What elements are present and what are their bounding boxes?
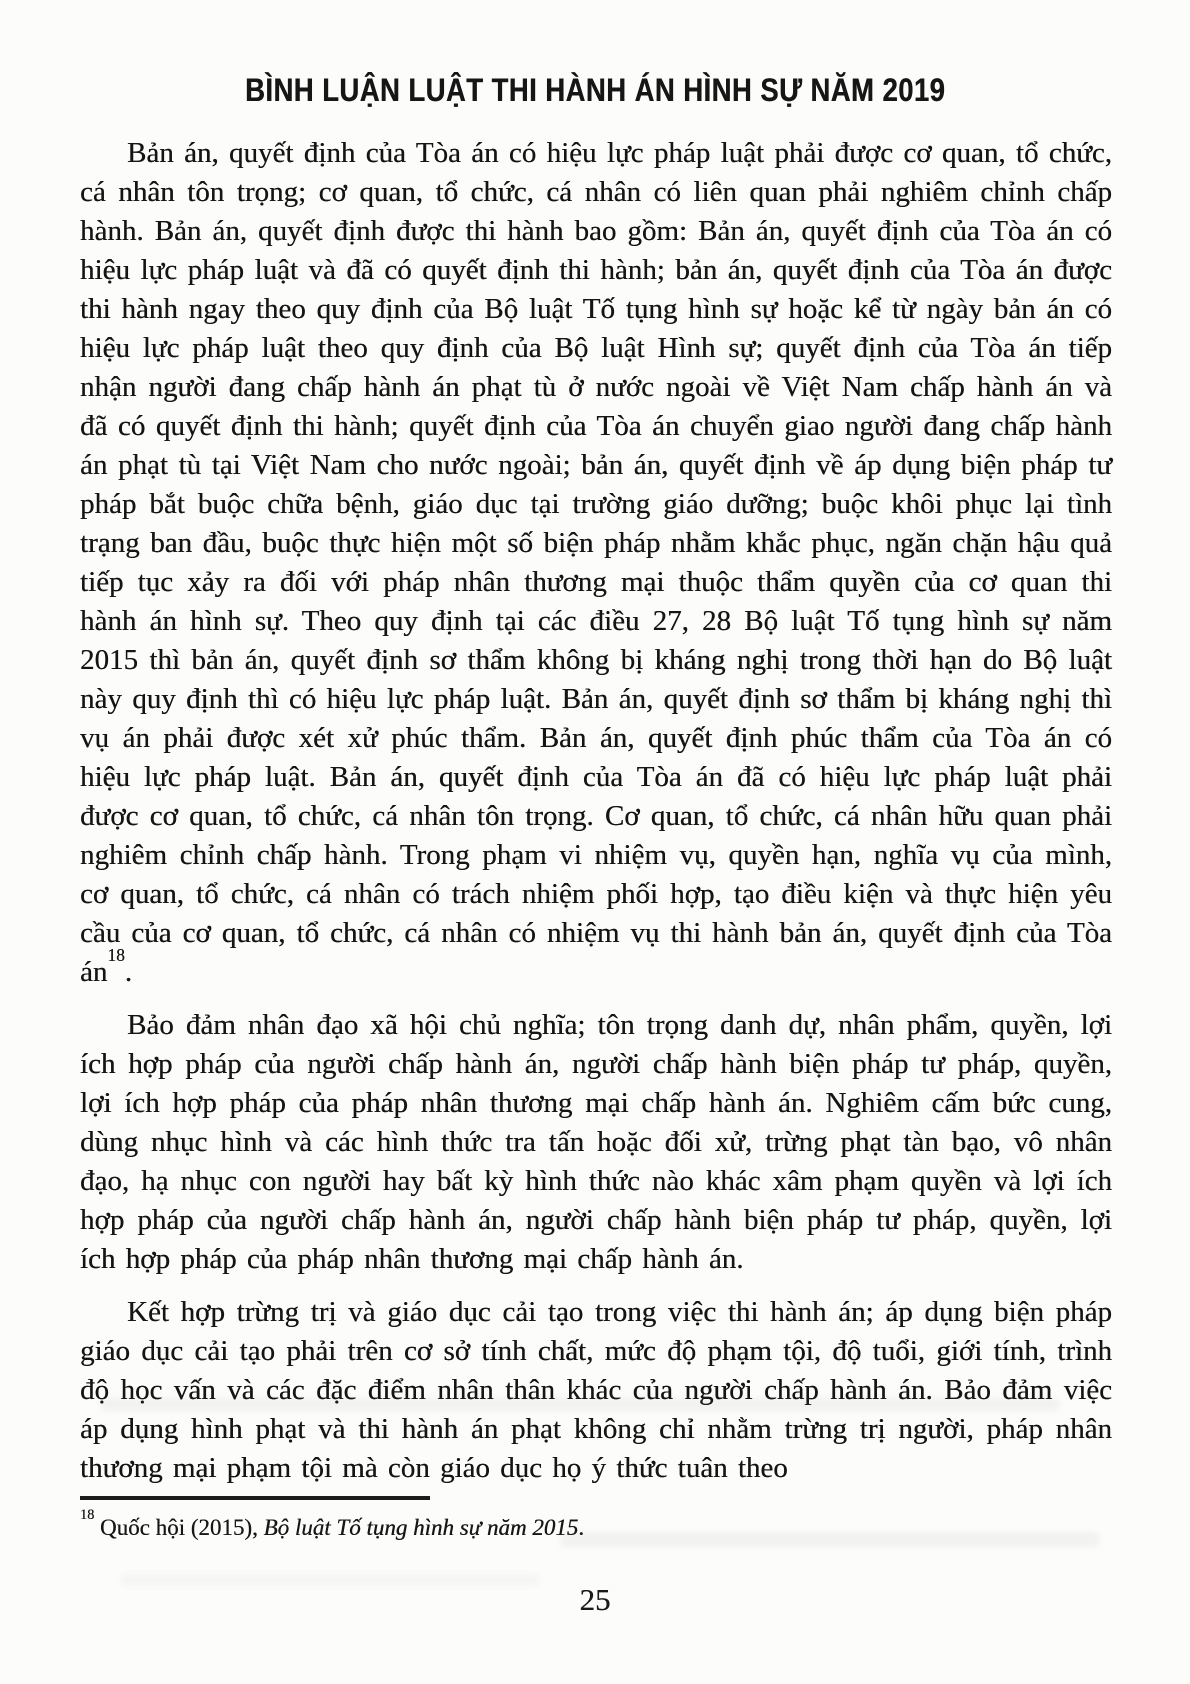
footnote-suffix: .	[578, 1515, 585, 1540]
footnote-reference-18: 18	[107, 944, 125, 965]
paragraph-1-suffix: .	[124, 956, 133, 988]
footnote-work-title: Bộ luật Tố tụng hình sự năm 2015	[263, 1515, 579, 1540]
footnote-area	[80, 1496, 1112, 1543]
paragraph-1-text: Bản án, quyết định của Tòa án có hiệu lực pháp luật phải được cơ quan, tổ chức, cá nhân tôn trọng; cơ quan, tổ chức, cá nhân có liên quan phải nghiêm chỉnh chấp hành. Bản án, quyết định được thi hành bao gồm: Bản án, quyết định của Tòa án có hiệu lực pháp luật và đã có quyết định thi hành; bản án, quyết định của Tòa án được thi hành ngay theo quy định của Bộ luật Tố tụng hình sự hoặc kể từ ngày bản án có hiệu lực pháp luật theo quy định của Bộ luật Hình sự; quyết định của Tòa án tiếp nhận người đang chấp hành án phạt tù ở nước ngoài về Việt Nam chấp hành án và đã có quyết định thi hành; quyết định của Tòa án chuyển giao người đang chấp hành án phạt tù tại Việt Nam cho nước ngoài; bản án, quyết định về áp dụng biện pháp tư pháp bắt buộc chữa bệnh, giáo dục tại trường giáo dưỡng; buộc khôi phục lại tình trạng ban đầu, buộc thực hiện một số biện pháp nhằm khắc phục, ngăn chặn hậu quả tiếp tục xảy ra đối với pháp nhân thương mại thuộc thẩm quyền của cơ quan thi hành án hình sự. Theo quy định tại các điều 27, 28 Bộ luật Tố tụng hình sự năm 2015 thì bản án, quyết định sơ thẩm không bị kháng nghị trong thời hạn do Bộ luật này quy định thì có hiệu lực pháp luật. Bản án, quyết định sơ thẩm bị kháng nghị thì vụ án phải được xét xử phúc thẩm. Bản án, quyết định phúc thẩm của Tòa án có hiệu lực pháp luật. Bản án, quyết định của Tòa án đã có hiệu lực pháp luật phải được cơ quan, tổ chức, cá nhân tôn trọng. Cơ quan, tổ chức, cá nhân hữu quan phải nghiêm chỉnh chấp hành. Trong phạm vi nhiệm vụ, quyền hạn, nghĩa vụ của mình, cơ quan, tổ chức, cá nhân có trách nhiệm phối hợp, tạo điều kiện và thực hiện yêu cầu của cơ quan, tổ chức, cá nhân có nhiệm vụ thi hành bản án, quyết định của Tòa án	[80, 137, 1112, 988]
body-text	[80, 134, 1112, 1488]
paragraph-2	[80, 1006, 1112, 1279]
page-title: BÌNH LUẬN LUẬT THI HÀNH ÁN HÌNH SỰ NĂM 2019	[244, 72, 946, 108]
page-header	[0, 72, 1190, 109]
footnote-marker: 18	[80, 1507, 95, 1524]
footnote-18	[80, 1507, 1112, 1543]
page-number: 25	[579, 1582, 611, 1617]
footnote-divider	[80, 1496, 430, 1500]
paragraph-3-text: Kết hợp trừng trị và giáo dục cải tạo trong việc thi hành án; áp dụng biện pháp giáo dục cải tạo phải trên cơ sở tính chất, mức độ phạm tội, độ tuổi, giới tính, trình độ học vấn và các đặc điểm nhân thân khác của người chấp hành án. Bảo đảm việc áp dụng hình phạt và thi hành án phạt không chỉ nhằm trừng trị người, pháp nhân thương mại phạm tội mà còn giáo dục họ ý thức tuân theo	[80, 1296, 1112, 1484]
paragraph-1	[80, 134, 1112, 992]
paragraph-2-text: Bảo đảm nhân đạo xã hội chủ nghĩa; tôn trọng danh dự, nhân phẩm, quyền, lợi ích hợp pháp của người chấp hành án, người chấp hành biện pháp tư pháp, quyền, lợi ích hợp pháp của pháp nhân thương mại chấp hành án. Nghiêm cấm bức cung, dùng nhục hình và các hình thức tra tấn hoặc đối xử, trừng phạt tàn bạo, vô nhân đạo, hạ nhục con người hay bất kỳ hình thức nào khác xâm phạm quyền và lợi ích hợp pháp của người chấp hành án, người chấp hành biện pháp tư pháp, quyền, lợi ích hợp pháp của pháp nhân thương mại chấp hành án.	[80, 1009, 1112, 1275]
paragraph-3	[80, 1293, 1112, 1488]
footnote-text: Quốc hội (2015),	[100, 1515, 264, 1540]
